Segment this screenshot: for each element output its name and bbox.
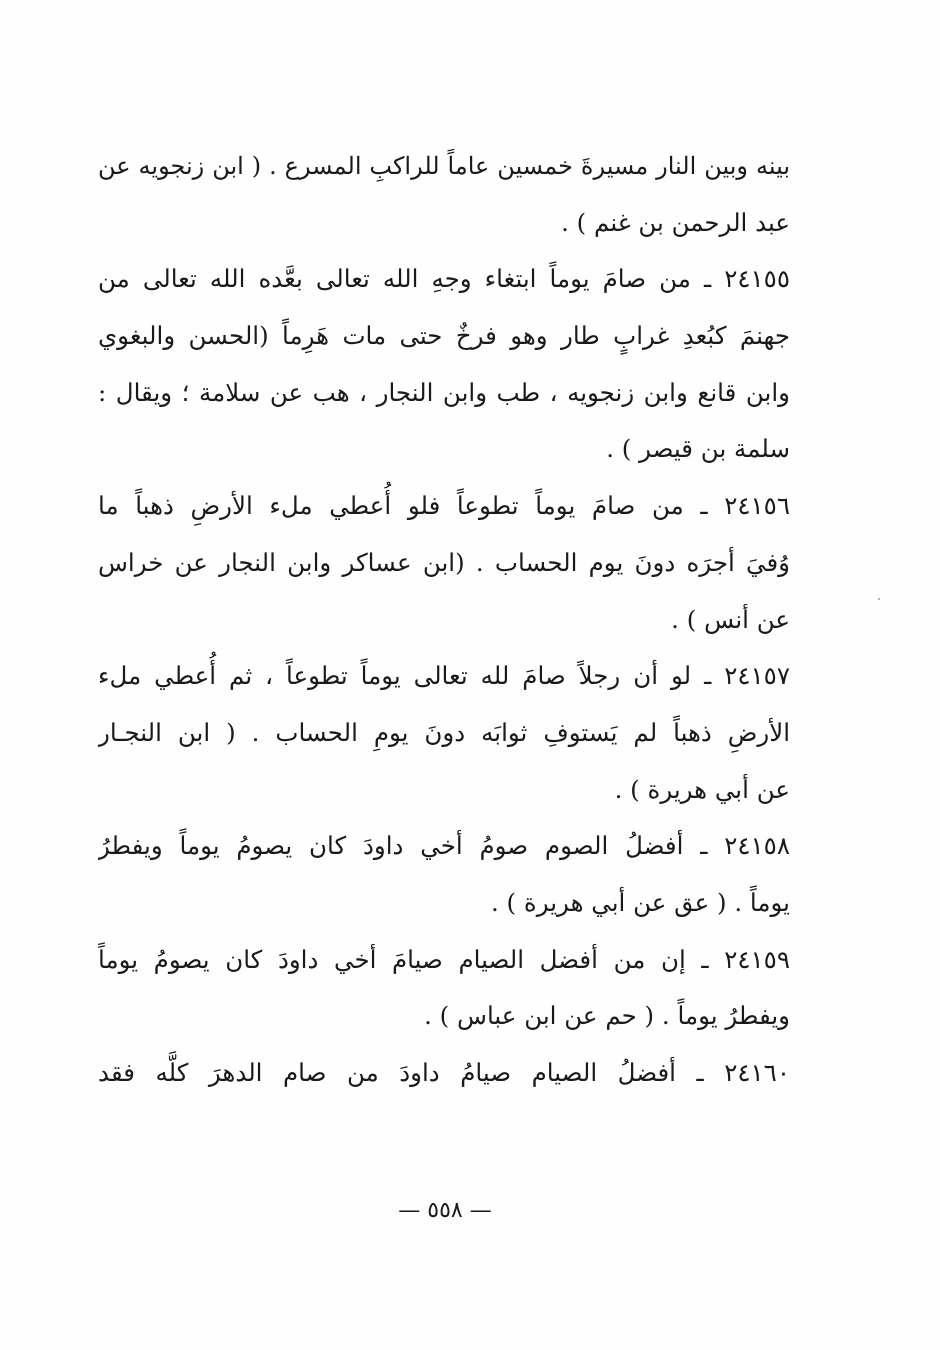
text-line: يوماً . ( عق عن أبي هريرة ) . xyxy=(490,887,790,917)
page-text xyxy=(98,138,790,1102)
text-line: جهنمَ كبُعدِ غرابٍ طار وهو فرخٌ حتى مات هَرِماً (الحسن والبغوي xyxy=(98,321,790,351)
text-line: ٢٤١٦٠ ـ أفضلُ الصيام صيامُ داودَ من صام الدهرَ كلَّه فقد xyxy=(98,1058,790,1087)
text-line: وابن قانع وابن زنجويه ، طب وابن النجار ، هب عن سلامة ؛ ويقال : xyxy=(98,377,790,407)
text-line: عن أنس ) . xyxy=(671,604,790,634)
text-line: سلمة بن قيصر ) . xyxy=(606,434,790,464)
text-line: عبد الرحمن بن غنم ) . xyxy=(561,207,790,237)
text-line: ٢٤١٥٧ ـ لو أن رجلاً صامَ لله تعالى يوماً تطوعاً ، ثم أُعطي ملء xyxy=(98,661,790,691)
text-line: ٢٤١٥٦ ـ من صامَ يوماً تطوعاً فلو أُعطي ملء الأرضِ ذهباً ما xyxy=(98,491,790,521)
text-line: وُفيَ أجرَه دونَ يوم الحساب . (ابن عساكر وابن النجار عن خراس xyxy=(98,547,790,577)
text-line: بينه وبين النار مسيرةَ خمسين عاماً للراكبِ المسرع . ( ابن زنجويه عن xyxy=(98,152,790,180)
text-line: ٢٤١٥٨ ـ أفضلُ الصوم صومُ أخي داودَ كان يصومُ يوماً ويفطرُ xyxy=(98,831,790,861)
page-number: — ٥٥٨ — xyxy=(398,1198,492,1223)
text-line: ٢٤١٥٩ ـ إن من أفضل الصيام صيامَ أخي داودَ كان يصومُ يوماً xyxy=(98,944,790,974)
text-line: ٢٤١٥٥ ـ من صامَ يوماً ابتغاء وجهِ الله تعالى بعَّده الله تعالى من xyxy=(98,264,790,294)
text-line: عن أبي هريرة ) . xyxy=(614,774,790,804)
text-line: ويفطرُ يوماً . ( حم عن ابن عباس ) . xyxy=(424,1001,790,1031)
text-line: الأرضِ ذهباً لم يَستوفِ ثوابَه دونَ يومِ الحساب . ( ابن النجـار xyxy=(98,717,790,747)
scan-speck xyxy=(878,598,880,600)
